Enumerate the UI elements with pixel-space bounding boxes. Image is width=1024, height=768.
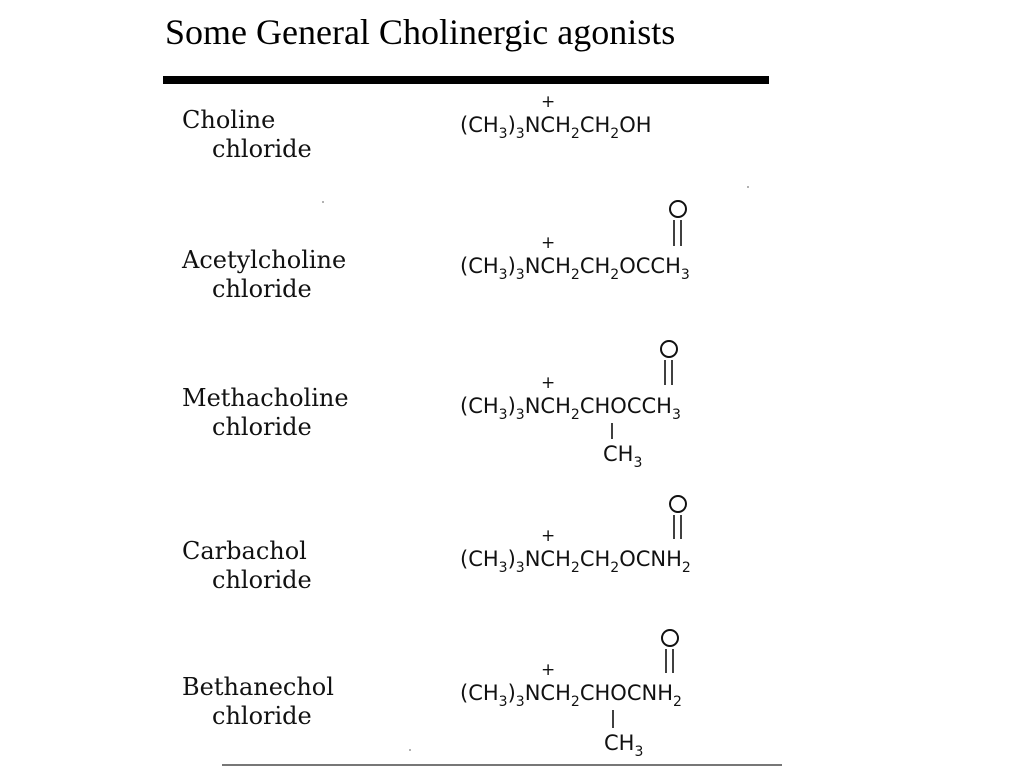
formula-group: CH: [540, 254, 571, 278]
formula-carbonyl-carbon: C: [626, 394, 642, 418]
formula-sub: 3: [633, 455, 643, 471]
formula-sub: 2: [570, 694, 580, 710]
formula-group: NH: [650, 547, 682, 571]
formula-sub: 3: [498, 694, 508, 710]
carbonyl-oxygen-ring: [662, 630, 678, 646]
formula-paren: ): [507, 394, 516, 418]
compound-name-bethanechol: [182, 673, 334, 731]
formula-group: O: [610, 394, 627, 418]
formula-carbonyl-carbon: C: [626, 681, 642, 705]
formula-text: [460, 547, 691, 576]
formula-group: CH: [579, 394, 611, 418]
formula-sub: 3: [634, 744, 644, 760]
formula-sub: 3: [498, 267, 508, 283]
compound-name-line1: Bethanechol: [182, 673, 334, 701]
compound-name-line2: chloride: [212, 275, 312, 303]
formula-choline: [460, 88, 780, 158]
formula-sub: 3: [498, 407, 508, 423]
formula-charge: +: [541, 92, 556, 112]
formula-paren: ): [507, 681, 516, 705]
formula-methacholine: [460, 335, 780, 475]
compound-name-acetylcholine: [182, 246, 346, 304]
formula-text: [460, 394, 681, 423]
formula-group: CH: [579, 254, 611, 278]
formula-sub: 3: [671, 407, 681, 423]
formula-n-atom: N: [524, 681, 541, 705]
formula-group: CH: [579, 681, 611, 705]
formula-charge: +: [541, 526, 556, 546]
title-rule: [163, 76, 769, 84]
formula-prefix: (CH: [460, 547, 499, 571]
compound-name-line2: chloride: [212, 135, 312, 163]
formula-paren: ): [507, 113, 516, 137]
formula-bethanechol: [460, 622, 780, 764]
carbonyl-oxygen-ring: [670, 496, 686, 512]
slide-title: Some General Cholinergic agonists: [165, 12, 676, 52]
formula-sub: 2: [610, 267, 620, 283]
compound-name-carbachol: [182, 537, 312, 595]
formula-sub: 2: [570, 126, 580, 142]
formula-charge: +: [541, 660, 556, 680]
formula-group: CH: [540, 113, 571, 137]
formula-group: O: [610, 681, 627, 705]
formula-group: O: [619, 547, 636, 571]
formula-sub: 3: [515, 694, 525, 710]
scan-speck: [322, 201, 324, 203]
formula-branch: [603, 442, 642, 471]
formula-charge: +: [541, 233, 556, 253]
formula-sub: 3: [515, 560, 525, 576]
scan-speck: [409, 749, 411, 751]
formula-group: CH: [540, 394, 571, 418]
compound-name-line1: Methacholine: [182, 384, 349, 412]
formula-sub: 3: [680, 267, 690, 283]
formula-sub: 3: [515, 126, 525, 142]
formula-sub: 3: [515, 267, 525, 283]
formula-n-atom: N: [524, 547, 541, 571]
formula-paren: ): [507, 254, 516, 278]
formula-carbonyl-carbon: C: [635, 254, 651, 278]
compound-name-line1: Carbachol: [182, 537, 307, 565]
formula-group: CH: [540, 547, 571, 571]
compound-name-line1: Acetylcholine: [182, 246, 347, 274]
formula-group: CH: [579, 547, 611, 571]
formula-group: OH: [619, 113, 652, 137]
compound-name-line2: chloride: [212, 702, 312, 730]
formula-sub: 3: [515, 407, 525, 423]
formula-group: CH: [540, 681, 571, 705]
scan-bottom-edge: [222, 764, 782, 766]
formula-sub: 3: [498, 126, 508, 142]
formula-sub: 2: [672, 694, 682, 710]
formula-sub: 2: [681, 560, 691, 576]
compound-name-line1: Choline: [182, 106, 276, 134]
formula-prefix: (CH: [460, 394, 499, 418]
formula-paren: ): [507, 547, 516, 571]
formula-group: CH: [650, 254, 681, 278]
formula-text: [460, 254, 690, 283]
formula-text: [460, 681, 682, 710]
formula-prefix: (CH: [460, 113, 499, 137]
formula-sub: 2: [570, 560, 580, 576]
formula-sub: 2: [610, 560, 620, 576]
formula-text: [460, 113, 652, 142]
formula-group: O: [619, 254, 636, 278]
formula-prefix: (CH: [460, 254, 499, 278]
formula-acetylcholine: [460, 195, 780, 290]
compound-name-line2: chloride: [212, 566, 312, 594]
formula-group: CH: [641, 394, 672, 418]
formula-n-atom: N: [524, 254, 541, 278]
formula-group: CH: [603, 442, 634, 466]
scan-speck: [747, 186, 749, 188]
formula-sub: 3: [498, 560, 508, 576]
formula-sub: 2: [610, 126, 620, 142]
formula-group: NH: [641, 681, 673, 705]
formula-group: CH: [604, 731, 635, 755]
compound-name-choline: [182, 106, 312, 164]
formula-sub: 2: [570, 267, 580, 283]
carbonyl-oxygen-ring: [670, 201, 686, 217]
carbonyl-oxygen-ring: [661, 341, 677, 357]
formula-sub: 2: [570, 407, 580, 423]
formula-branch: [604, 731, 643, 760]
formula-n-atom: N: [524, 113, 541, 137]
formula-prefix: (CH: [460, 681, 499, 705]
formula-group: CH: [579, 113, 611, 137]
formula-carbonyl-carbon: C: [635, 547, 651, 571]
formula-n-atom: N: [524, 394, 541, 418]
compound-name-methacholine: [182, 384, 349, 442]
formula-charge: +: [541, 373, 556, 393]
compound-name-line2: chloride: [212, 413, 312, 441]
formula-carbachol: [460, 488, 780, 583]
